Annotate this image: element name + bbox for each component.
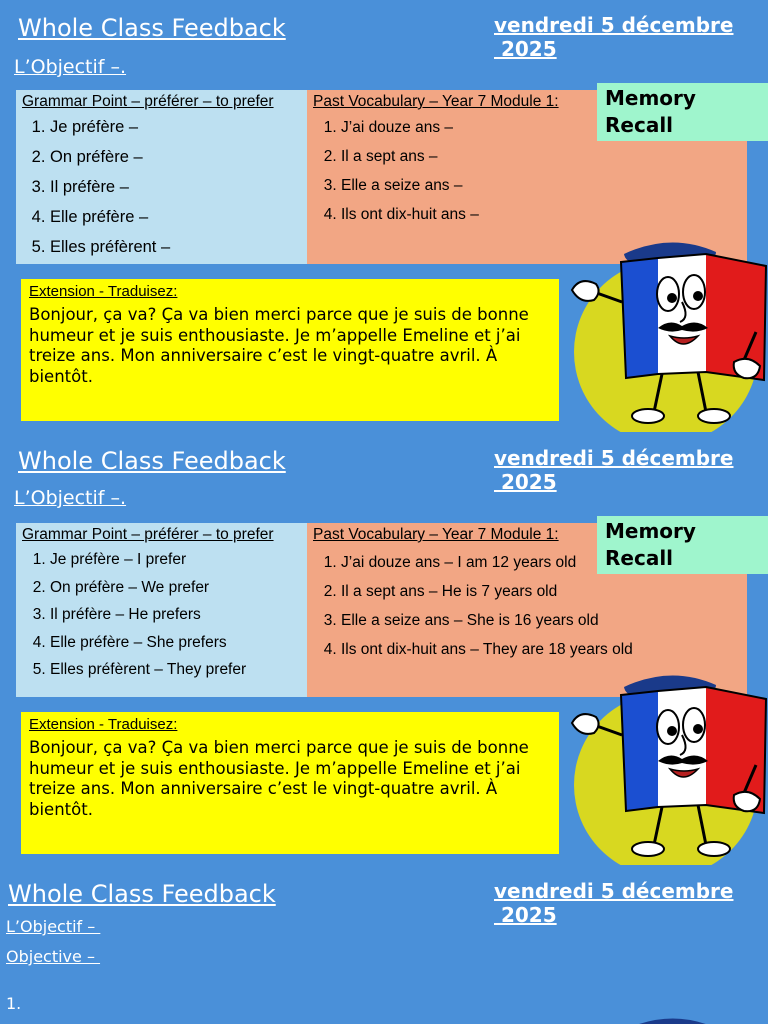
vocab-header: Past Vocabulary – Year 7 Module 1:	[313, 93, 559, 110]
extension-box	[21, 279, 559, 421]
slide-title: Whole Class Feedback	[18, 447, 286, 475]
memory-recall-label: Memory Recall	[597, 516, 768, 574]
extension-text: Bonjour, ça va? Ça va bien merci parce que je suis de bonne humeur et je suis enthousiaste. Je m’appelle Emeline et j’ai treize ans. Mon anniversaire c’est le vingt-quatre avril. À bientôt.	[29, 305, 529, 386]
french-flag-mascot-icon	[566, 1008, 768, 1024]
objective: L’Objectif –.	[14, 56, 127, 78]
list-item: 4. Ils ont dix-huit ans –	[341, 200, 741, 229]
french-flag-mascot-icon	[566, 665, 768, 865]
date-line1: vendredi 5 décembre	[494, 446, 734, 470]
list-item: 3. Elle a seize ans – She is 16 years old	[341, 606, 741, 635]
date-line2: 2025	[494, 37, 557, 61]
list-item: 3. Elle a seize ans –	[341, 171, 741, 200]
list-item: 5. Elles préfèrent –	[50, 232, 301, 262]
grammar-list	[22, 112, 301, 262]
list-item: 1. Je préfère –	[50, 112, 301, 142]
list-item: 3. Il préfère –	[50, 172, 301, 202]
date-line1: vendredi 5 décembre	[494, 879, 734, 903]
extension-box	[21, 712, 559, 854]
grammar-box	[16, 90, 307, 264]
slide-1	[0, 0, 768, 433]
list-item: 1. J’ai douze ans –	[341, 113, 741, 142]
vocab-header: Past Vocabulary – Year 7 Module 1:	[313, 526, 559, 543]
list-item: 4. Elle préfère – She prefers	[50, 629, 301, 657]
date-line2: 2025	[494, 470, 557, 494]
slide-3	[0, 866, 768, 1024]
list-item: 2. On préfère – We prefer	[50, 574, 301, 602]
list-item: 2. Il a sept ans – He is 7 years old	[341, 577, 741, 606]
date	[494, 879, 733, 927]
list-item: 4. Elle préfère –	[50, 202, 301, 232]
objective-fr: L’Objectif –	[6, 917, 101, 936]
list-item: 4. Ils ont dix-huit ans – They are 18 years old	[341, 635, 741, 664]
grammar-box	[16, 523, 307, 697]
date-line1: vendredi 5 décembre	[494, 13, 734, 37]
extension-header: Extension - Traduisez:	[29, 716, 178, 733]
slide-title: Whole Class Feedback	[8, 880, 276, 908]
grammar-header: Grammar Point – préférer – to prefer	[22, 93, 274, 110]
list-item: 1. Je préfère – I prefer	[50, 546, 301, 574]
grammar-list	[22, 546, 301, 684]
slide-2	[0, 433, 768, 866]
extension-text: Bonjour, ça va? Ça va bien merci parce que je suis de bonne humeur et je suis enthousiaste. Je m’appelle Emeline et j’ai treize ans. Mon anniversaire c’est le vingt-quatre avril. À bientôt.	[29, 738, 529, 819]
list-item: 5. Elles préfèrent – They prefer	[50, 656, 301, 684]
french-flag-mascot-icon	[566, 232, 768, 432]
list-item: 2. Il a sept ans –	[341, 142, 741, 171]
date-line2: 2025	[494, 903, 557, 927]
list-item: 1.	[6, 994, 22, 1013]
list-item: 3. Il préfère – He prefers	[50, 601, 301, 629]
date	[494, 446, 733, 494]
objective: L’Objectif –.	[14, 487, 127, 509]
objective-en: Objective –	[6, 947, 101, 966]
slide-title: Whole Class Feedback	[18, 14, 286, 42]
date	[494, 13, 733, 61]
list-item: 1. J’ai douze ans – I am 12 years old	[341, 548, 741, 577]
memory-recall-label: Memory Recall	[597, 83, 768, 141]
grammar-header: Grammar Point – préférer – to prefer	[22, 526, 274, 543]
extension-header: Extension - Traduisez:	[29, 283, 178, 300]
list-item: 2. On préfère –	[50, 142, 301, 172]
